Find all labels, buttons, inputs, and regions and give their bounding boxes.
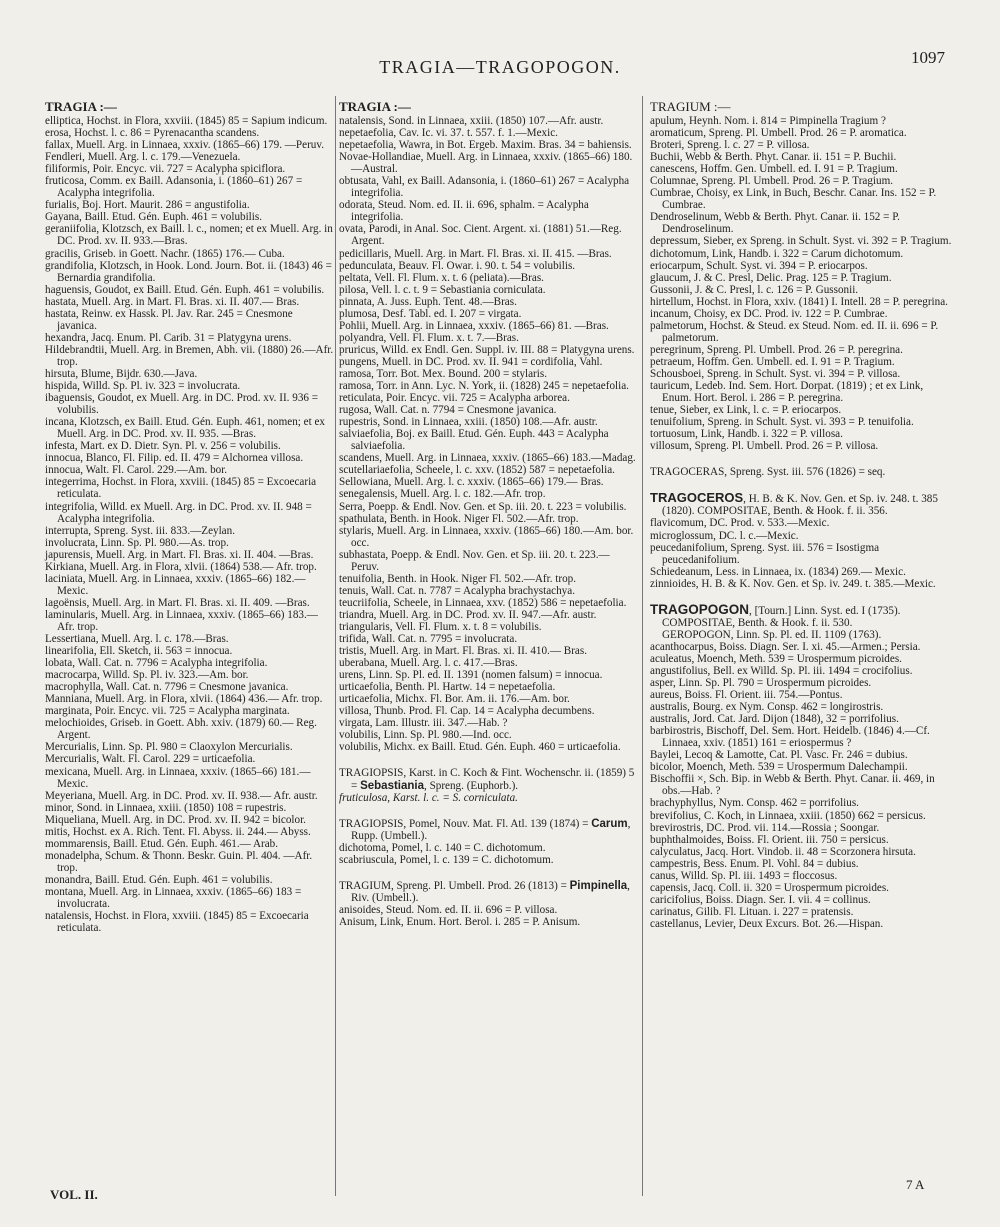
index-entry: bicolor, Moench, Meth. 539 = Urospermum Dalechampii.: [650, 761, 908, 774]
genus-entry-tragium: [339, 880, 637, 904]
index-entry: brevifolius, C. Koch, in Linnaea, xxiii. (1850) 662 = persicus.: [650, 809, 926, 822]
entry-list: [650, 641, 955, 930]
genus-name: Carum: [591, 817, 628, 830]
index-entry: nepetaefolia, Wawra, in Bot. Ergeb. Maxim. Bras. 34 = bahiensis.: [339, 139, 632, 152]
index-entry: polyandra, Vell. Fl. Flum. x. t. 7.—Bras.: [339, 331, 519, 344]
index-entry: hirtellum, Hochst. in Flora, xxiv. (1841) I. Intell. 28 = P. peregrina.: [650, 295, 948, 308]
index-entry: erosa, Hochst. l. c. 86 = Pyrenacantha scandens.: [45, 127, 260, 140]
index-entry: ibaguensis, Goudot, ex Muell. Arg. in DC. Prod. xv. II. 936 = volubilis.: [45, 392, 319, 417]
index-entry: tenue, Sieber, ex Link, l. c. = P. eriocarpos.: [650, 404, 842, 417]
index-entry: grandifolia, Klotzsch, in Hook. Lond. Journ. Bot. ii. (1843) 46 = Bernardia grandifolia.: [45, 259, 332, 284]
section-head-tragia: TRAGIA :—: [45, 99, 117, 114]
index-entry: plumosa, Desf. Tabl. ed. I. 207 = virgata.: [339, 307, 522, 320]
index-entry: tenuifolia, Benth. in Hook. Niger Fl. 502.—Afr. trop.: [339, 572, 577, 585]
page-number: 1097: [911, 48, 945, 67]
index-entry: reticulata, Poir. Encyc. vii. 725 = Acalypha arborea.: [339, 392, 570, 405]
genus-text: , Spreng. (Euphorb.).: [424, 779, 519, 792]
index-entry: Sellowiana, Muell. Arg. l. c. xxxiv. (1865–66) 179.— Bras.: [339, 476, 604, 489]
index-entry: uberabana, Muell. Arg. l. c. 417.—Bras.: [339, 657, 518, 670]
index-entry: calyculatus, Jacq. Hort. Vindob. ii. 48 = Scorzonera hirsuta.: [650, 845, 916, 858]
index-entry: obtusata, Vahl, ex Baill. Adansonia, i. (1860–61) 267 = Acalypha integrifolia.: [339, 175, 630, 200]
index-entry: teucriifolia, Scheele, in Linnaea, xxv. (1852) 586 = nepetaefolia.: [339, 596, 627, 609]
index-entry: pinnata, A. Juss. Euph. Tent. 48.—Bras.: [339, 295, 517, 308]
column-rule-left: [335, 96, 336, 1196]
index-entry: ovata, Parodi, in Anal. Soc. Cient. Argent. xi. (1881) 51.—Reg. Argent.: [339, 223, 622, 248]
index-entry: triandra, Muell. Arg. in DC. Prod. xv. II. 947.—Afr. austr.: [339, 608, 597, 621]
index-entry: Mercurialis, Walt. Fl. Carol. 229 = urticaefolia.: [45, 753, 256, 766]
index-entry: ramosa, Torr. Bot. Mex. Bound. 200 = stylaris.: [339, 367, 547, 380]
index-entry: glaucum, J. & C. Presl, Delic. Prag. 125 = P. Tragium.: [650, 271, 892, 284]
index-entry: Schousboei, Spreng. in Schult. Syst. vi. 394 = P. villosa.: [650, 367, 901, 380]
index-entry: melochioides, Griseb. in Goett. Abh. xxiv. (1879) 60.— Reg. Argent.: [45, 717, 317, 742]
index-entry: Lessertiana, Muell. Arg. l. c. 178.—Bras.: [45, 633, 229, 646]
index-entry: zinnioides, H. B. & K. Nov. Gen. et Sp. iv. 249. t. 385.—Mexic.: [650, 577, 936, 590]
index-entry: anisoides, Steud. Nom. ed. II. ii. 696 = P. villosa.: [339, 903, 558, 916]
index-entry: Baylei, Lecoq & Lamotte, Cat. Pl. Vasc. Fr. 246 = dubius.: [650, 749, 908, 762]
genus-entry-tragoceros: [650, 492, 955, 517]
index-entry: Columnae, Spreng. Pl. Umbell. Prod. 26 = P. Tragium.: [650, 175, 894, 188]
genus-name: Pimpinella: [569, 879, 628, 892]
entry-list: [339, 842, 637, 866]
index-entry: mommarensis, Baill. Etud. Gén. Euph. 461.— Arab.: [45, 837, 278, 850]
species-entry: fruticulosa, Karst. l. c. = S. corniculata.: [339, 791, 518, 804]
entry-list: [339, 904, 637, 928]
index-entry: innocua, Walt. Fl. Carol. 229.—Am. bor.: [45, 464, 228, 477]
index-entry: scabriuscula, Pomel, l. c. 139 = C. dichotomum.: [339, 853, 554, 866]
entry-list: [45, 115, 335, 934]
index-entry: subhastata, Poepp. & Endl. Nov. Gen. et Sp. iii. 20. t. 223.—Peruv.: [339, 548, 610, 573]
genus-text: , Rupp. (Umbell.).: [351, 817, 631, 842]
index-entry: hispida, Willd. Sp. Pl. iv. 323 = involucrata.: [45, 380, 241, 393]
index-entry: volubilis, Michx. ex Baill. Etud. Gén. Euph. 460 = urticaefolia.: [339, 741, 621, 754]
index-entry: buphthalmoides, Boiss. Fl. Orient. iii. 750 = persicus.: [650, 833, 889, 846]
index-entry: lagoënsis, Muell. Arg. in Mart. Fl. Bras. xi. II. 409. —Bras.: [45, 596, 310, 609]
index-entry: caricifolius, Boiss. Diagn. Ser. I. vii. 4 = collinus.: [650, 893, 871, 906]
index-entry: nepetaefolia, Cav. Ic. vi. 37. t. 557. f. 1.—Mexic.: [339, 127, 558, 140]
running-title: TRAGIA—TRAGOPOGON.: [379, 57, 621, 77]
index-entry: rugosa, Wall. Cat. n. 7794 = Cnesmone javanica.: [339, 404, 557, 417]
column-3: [650, 100, 955, 930]
index-entry: involucrata, Linn. Sp. Pl. 980.—As. trop.: [45, 536, 229, 549]
genus-text: , [Tourn.] Linn. Syst. ed. I (1735). COMPOSITAE, Benth. & Hook. f. ii. 530.: [662, 604, 901, 629]
genus-name: Sebastiania: [360, 779, 424, 792]
index-entry: laciniata, Muell. Arg. in Linnaea, xxxiv. (1865–66) 182.—Mexic.: [45, 572, 306, 597]
index-entry: gracilis, Griseb. in Goett. Nachr. (1865) 176.— Cuba.: [45, 247, 285, 260]
index-entry: natalensis, Hochst. in Flora, xxviii. (1845) 85 = Excoecaria reticulata.: [45, 910, 309, 935]
index-entry: salviaefolia, Boj. ex Baill. Etud. Gén. Euph. 443 = Acalypha salviaefolia.: [339, 428, 609, 453]
index-entry: Fendleri, Muell. Arg. l. c. 179.—Venezuela.: [45, 151, 241, 164]
index-entry: natalensis, Sond. in Linnaea, xxiii. (1850) 107.—Afr. austr.: [339, 115, 604, 127]
index-entry: australis, Bourg. ex Nym. Consp. 462 = longirostris.: [650, 701, 884, 714]
index-entry: Anisum, Link, Enum. Hort. Berol. i. 285 = P. Anisum.: [339, 915, 581, 928]
index-entry: aromaticum, Spreng. Pl. Umbell. Prod. 26 = P. aromatica.: [650, 127, 907, 140]
genus-text: , H. B. & K. Nov. Gen. et Sp. iv. 248. t. 385 (1820). COMPOSITAE, Benth. & Hook. f. ii. 356.: [662, 493, 938, 518]
page-header: [0, 48, 1000, 85]
index-entry: elliptica, Hochst. in Flora, xxviii. (1845) 85 = Sapium indicum.: [45, 115, 328, 127]
index-entry: minor, Sond. in Linnaea, xxiii. (1850) 108 = rupestris.: [45, 801, 287, 814]
index-entry: capensis, Jacq. Coll. ii. 320 = Urospermum picroides.: [650, 881, 889, 894]
index-entry: fallax, Muell. Arg. in Linnaea, xxxiv. (1865–66) 179. —Peruv.: [45, 139, 324, 152]
index-entry: Broteri, Spreng. l. c. 27 = P. villosa.: [650, 139, 810, 152]
index-entry: asper, Linn. Sp. Pl. 790 = Urospermum picroides.: [650, 677, 872, 690]
index-entry: brevirostris, DC. Prod. vii. 114.—Rossia ; Soongar.: [650, 821, 880, 834]
index-entry: canus, Willd. Sp. Pl. iii. 1493 = floccosus.: [650, 869, 838, 882]
index-entry: Kirkiana, Muell. Arg. in Flora, xlvii. (1864) 538.— Afr. trop.: [45, 560, 317, 573]
index-entry: Gayana, Baill. Etud. Gén. Euph. 461 = volubilis.: [45, 211, 262, 224]
index-entry: brachyphyllus, Nym. Consp. 462 = porrifolius.: [650, 797, 859, 810]
index-entry: dichotoma, Pomel, l. c. 140 = C. dichotomum.: [339, 841, 546, 854]
index-entry: palmetorum, Hochst. & Steud. ex Steud. Nom. ed. II. ii. 696 = P. palmetorum.: [650, 319, 939, 344]
synonym-entry: GEROPOGON, Linn. Sp. Pl. ed. II. 1109 (1763).: [662, 628, 882, 641]
entry-list: [650, 115, 955, 452]
column-2: [339, 100, 637, 928]
index-entry: marginata, Poir. Encyc. vii. 725 = Acalypha marginata.: [45, 705, 290, 718]
index-entry: barbirostris, Bischoff, Del. Sem. Hort. Heidelb. (1846) 4.—Cf. Linnaea, xxiv. (1851) 161 = eriospermus ?: [650, 725, 930, 750]
genus-text: TRAGIOPSIS, Pomel, Nouv. Mat. Fl. Atl. 139 (1874) =: [339, 817, 592, 830]
index-entry: japurensis, Muell. Arg. in Mart. Fl. Bras. xi. II. 404. —Bras.: [45, 548, 314, 561]
index-entry: urens, Linn. Sp. Pl. ed. II. 1391 (nomen falsum) = innocua.: [339, 669, 603, 682]
index-entry: peregrinum, Spreng. Pl. Umbell. Prod. 26 = P. peregrina.: [650, 343, 903, 356]
index-entry: campestris, Bess. Enum. Pl. Vohl. 84 = dubius.: [650, 857, 859, 870]
index-entry: Cumbrae, Choisy, ex Link, in Buch, Beschr. Canar. Ins. 152 = P. Cumbrae.: [650, 187, 937, 212]
index-entry: monadelpha, Schum. & Thonn. Beskr. Guin. Pl. 404. —Afr. trop.: [45, 849, 313, 874]
index-entry: villosum, Spreng. Pl. Umbell. Prod. 26 = P. villosa.: [650, 440, 879, 453]
index-entry: Gussonii, J. & C. Presl, l. c. 126 = P. Gussonii.: [650, 283, 859, 296]
index-entry: mitis, Hochst. ex A. Rich. Tent. Fl. Abyss. ii. 244.— Abyss.: [45, 825, 311, 838]
index-entry: pungens, Muell. in DC. Prod. xv. II. 941 = cordifolia, Vahl.: [339, 355, 603, 368]
index-entry: villosa, Thunb. Prod. Fl. Cap. 14 = Acalypha decumbens.: [339, 705, 595, 718]
index-entry: canescens, Hoffm. Gen. Umbell. ed. I. 91 = P. Tragium.: [650, 163, 898, 176]
genus-entry-tragopogon: [650, 601, 955, 629]
index-entry: laminularis, Muell. Arg. in Linnaea, xxxiv. (1865–66) 183.—Afr. trop.: [45, 608, 318, 633]
section-head-tragia-cont: TRAGIA :—: [339, 99, 411, 114]
index-entry: furialis, Boj. Hort. Maurit. 286 = angustifolia.: [45, 199, 250, 212]
index-entry: acanthocarpus, Boiss. Diagn. Ser. I. xi. 45.—Armen.; Persia.: [650, 640, 921, 653]
index-entry: rupestris, Sond. in Linnaea, xxiii. (1850) 108.—Afr. austr.: [339, 416, 598, 429]
index-entry: peucedanifolium, Spreng. Syst. iii. 576 = Isostigma peucedanifolium.: [650, 541, 880, 566]
index-entry: mexicana, Muell. Arg. in Linnaea, xxxiv. (1865–66) 181.—Mexic.: [45, 765, 311, 790]
index-entry: tenuis, Wall. Cat. n. 7787 = Acalypha brachystachya.: [339, 584, 575, 597]
index-entry: tristis, Muell. Arg. in Mart. Fl. Bras. xi. II. 410.— Bras.: [339, 645, 587, 658]
genus-entry-tragiopsis-pomel: [339, 818, 637, 842]
index-entry: urticaefolia, Michx. Fl. Bor. Am. ii. 176.—Am. bor.: [339, 693, 570, 706]
index-entry: Manniana, Muell. Arg. in Flora, xlvii. (1864) 436.— Afr. trop.: [45, 693, 323, 706]
index-entry: tortuosum, Link, Handb. i. 322 = P. villosa.: [650, 428, 843, 441]
index-entry: hastata, Muell. Arg. in Mart. Fl. Bras. xi. II. 407.— Bras.: [45, 295, 300, 308]
index-entry: monandra, Baill. Etud. Gén. Euph. 461 = volubilis.: [45, 873, 273, 886]
index-entry: Dendroselinum, Webb & Berth. Phyt. Canar. ii. 152 = P. Dendroselinum.: [650, 211, 900, 236]
index-entry: haguensis, Goudot, ex Baill. Etud. Gén. Euph. 461 = volubilis.: [45, 283, 325, 296]
index-entry: microglossum, DC. l. c.—Mexic.: [650, 529, 799, 542]
index-entry: tenuifolium, Spreng. in Schult. Syst. vi. 393 = P. tenuifolia.: [650, 416, 914, 429]
index-entry: infesta, Mart. ex D. Dietr. Syn. Pl. v. 256 = volubilis.: [45, 440, 281, 453]
index-entry: urticaefolia, Benth. Pl. Hartw. 14 = nepetaefolia.: [339, 681, 556, 694]
index-entry: scandens, Muell. Arg. in Linnaea, xxxiv. (1865–66) 183.—Madag.: [339, 452, 636, 465]
genus-name: TRAGOPOGON: [650, 601, 750, 617]
index-entry: trifida, Wall. Cat. n. 7795 = involucrata.: [339, 633, 518, 646]
entry-list: [339, 115, 637, 753]
index-entry: Hildebrandtii, Muell. Arg. in Bremen, Abh. vii. (1880) 26.—Afr. trop.: [45, 343, 334, 368]
index-entry: eriocarpum, Schult. Syst. vi. 394 = P. eriocarpos.: [650, 259, 868, 272]
index-entry: filiformis, Poir. Encyc. vii. 727 = Acalypha spiciflora.: [45, 163, 286, 176]
index-entry: angustifolius, Bell. ex Willd. Sp. Pl. iii. 1494 = crocifolius.: [650, 664, 913, 677]
index-entry: Serra, Poepp. & Endl. Nov. Gen. et Sp. iii. 20. t. 223 = volubilis.: [339, 500, 627, 513]
index-entry: hirsuta, Blume, Bijdr. 630.—Java.: [45, 367, 198, 380]
volume-label: VOL. II.: [50, 1187, 98, 1202]
index-entry: ramosa, Torr. in Ann. Lyc. N. York, ii. (1828) 245 = nepetaefolia.: [339, 380, 629, 393]
index-entry: Novae-Hollandiae, Muell. Arg. in Linnaea, xxxiv. (1865–66) 180.—Austral.: [339, 151, 633, 176]
index-entry: castellanus, Levier, Deux Excurs. Bot. 26.—Hispan.: [650, 917, 884, 930]
index-entry: odorata, Steud. Nom. ed. II. ii. 696, sphalm. = Acalypha integrifolia.: [339, 199, 589, 224]
index-entry: pedicillaris, Muell. Arg. in Mart. Fl. Bras. xi. II. 415. —Bras.: [339, 247, 612, 260]
index-entry: Bischoffii ×, Sch. Bip. in Webb & Berth. Phyt. Canar. ii. 469, in obs.—Hab. ?: [650, 773, 935, 798]
column-1: [45, 100, 335, 934]
index-entry: montana, Muell. Arg. in Linnaea, xxxiv. (1865–66) 183 = involucrata.: [45, 886, 302, 911]
index-entry: flavicomum, DC. Prod. v. 533.—Mexic.: [650, 517, 830, 530]
index-entry: incana, Klotzsch, ex Baill. Etud. Gén. Euph. 461, nomen; et ex Muell. Arg. in DC. Prod. xv. II. 935. —Bras.: [45, 416, 325, 441]
genus-name: TRAGOCEROS: [650, 490, 744, 506]
genus-entry-tragoceras: TRAGOCERAS, Spreng. Syst. iii. 576 (1826) = seq.: [650, 466, 886, 479]
index-entry: aculeatus, Moench, Meth. 539 = Urospermum picroides.: [650, 652, 902, 665]
index-entry: pilosa, Vell. l. c. t. 9 = Sebastiania corniculata.: [339, 283, 546, 296]
index-entry: triangularis, Vell. Fl. Flum. x. t. 8 = volubilis.: [339, 620, 542, 633]
genus-entry-tragiopsis-karst: [339, 767, 637, 791]
index-entry: carinatus, Gilib. Fl. Lituan. i. 227 = pratensis.: [650, 905, 854, 918]
index-entry: macrocarpa, Willd. Sp. Pl. iv. 323.—Am. bor.: [45, 669, 249, 682]
index-entry: innocua, Blanco, Fl. Filip. ed. II. 479 = Alchornea villosa.: [45, 452, 304, 465]
column-rule-right: [642, 96, 643, 1196]
index-entry: petraeum, Hoffm. Gen. Umbell. ed. I. 91 = P. Tragium.: [650, 355, 895, 368]
index-entry: interrupta, Spreng. Syst. iii. 833.—Zeylan.: [45, 524, 235, 537]
index-entry: pedunculata, Beauv. Fl. Owar. i. 90. t. 54 = volubilis.: [339, 259, 576, 272]
index-entry: depressum, Sieber, ex Spreng. in Schult. Syst. vi. 392 = P. Tragium.: [650, 235, 952, 248]
index-entry: Mercurialis, Linn. Sp. Pl. 980 = Claoxylon Mercurialis.: [45, 741, 293, 754]
genus-text: , Riv. (Umbell.).: [351, 879, 630, 904]
index-entry: apulum, Heynh. Nom. i. 814 = Pimpinella Tragium ?: [650, 115, 886, 127]
index-entry: integerrima, Hochst. in Flora, xxviii. (1845) 85 = Excoecaria reticulata.: [45, 476, 317, 501]
index-entry: Schiedeanum, Less. in Linnaea, ix. (1834) 269.— Mexic.: [650, 565, 906, 578]
index-entry: integrifolia, Willd. ex Muell. Arg. in DC. Prod. xv. II. 948 = Acalypha integrifolia.: [45, 500, 312, 525]
index-entry: dichotomum, Link, Handb. i. 322 = Carum dichotomum.: [650, 247, 904, 260]
index-entry: geraniifolia, Klotzsch, ex Baill. l. c., nomen; et ex Muell. Arg. in DC. Prod. xv. II. 933.—Bras.: [45, 223, 333, 248]
index-entry: Meyeriana, Muell. Arg. in DC. Prod. xv. II. 938.— Afr. austr.: [45, 789, 318, 802]
index-entry: incanum, Choisy, ex DC. Prod. iv. 122 = P. Cumbrae.: [650, 307, 888, 320]
index-entry: volubilis, Linn. Sp. Pl. 980.—Ind. occ.: [339, 729, 512, 742]
signature-mark: 7 A: [906, 1177, 925, 1192]
section-head-tragium: TRAGIUM :—: [650, 99, 731, 114]
index-entry: tauricum, Ledeb. Ind. Sem. Hort. Dorpat. (1819) ; et ex Link, Enum. Hort. Berol. i. 286 = P. peregrina.: [650, 380, 924, 405]
index-entry: fruticosa, Comm. ex Baill. Adansonia, i. (1860–61) 267 = Acalypha integrifolia.: [45, 175, 303, 200]
index-entry: virgata, Lam. Illustr. iii. 347.—Hab. ?: [339, 717, 508, 730]
index-entry: spathulata, Benth. in Hook. Niger Fl. 502.—Afr. trop.: [339, 512, 579, 525]
index-entry: hexandra, Jacq. Enum. Pl. Carib. 31 = Platygyna urens.: [45, 331, 292, 344]
index-entry: australis, Jord. Cat. Jard. Dijon (1848), 32 = porrifolius.: [650, 713, 899, 726]
genus-text: TRAGIUM, Spreng. Pl. Umbell. Prod. 26 (1813) =: [339, 879, 570, 892]
index-entry: hastata, Reinw. ex Hassk. Pl. Jav. Rar. 245 = Cnesmone javanica.: [45, 307, 293, 332]
index-entry: scutellariaefolia, Scheele, l. c. xxv. (1852) 587 = nepetaefolia.: [339, 464, 615, 477]
index-entry: linearifolia, Ell. Sketch, ii. 563 = innocua.: [45, 645, 233, 658]
index-entry: Pohlii, Muell. Arg. in Linnaea, xxxiv. (1865–66) 81. —Bras.: [339, 319, 609, 332]
index-entry: aureus, Boiss. Fl. Orient. iii. 754.—Pontus.: [650, 689, 843, 702]
index-entry: stylaris, Muell. Arg. in Linnaea, xxxiv. (1865–66) 180.—Am. bor. occ.: [339, 524, 634, 549]
index-entry: lobata, Wall. Cat. n. 7796 = Acalypha integrifolia.: [45, 657, 268, 670]
genus-text: TRAGIOPSIS, Karst. in C. Koch & Fint. Wochenschr. ii. (1859) 5 =: [339, 767, 635, 792]
index-entry: macrophylla, Wall. Cat. n. 7796 = Cnesmone javanica.: [45, 681, 289, 694]
index-entry: senegalensis, Muell. Arg. l. c. 182.—Afr. trop.: [339, 488, 546, 501]
index-entry: peltata, Vell. Fl. Flum. x. t. 6 (peliata).—Bras.: [339, 271, 544, 284]
index-entry: pruricus, Willd. ex Endl. Gen. Suppl. iv. III. 88 = Platygyna urens.: [339, 343, 635, 356]
entry-list: [650, 517, 955, 589]
index-entry: Miqueliana, Muell. Arg. in DC. Prod. xv. II. 942 = bicolor.: [45, 813, 306, 826]
index-entry: Buchii, Webb & Berth. Phyt. Canar. ii. 151 = P. Buchii.: [650, 151, 897, 164]
